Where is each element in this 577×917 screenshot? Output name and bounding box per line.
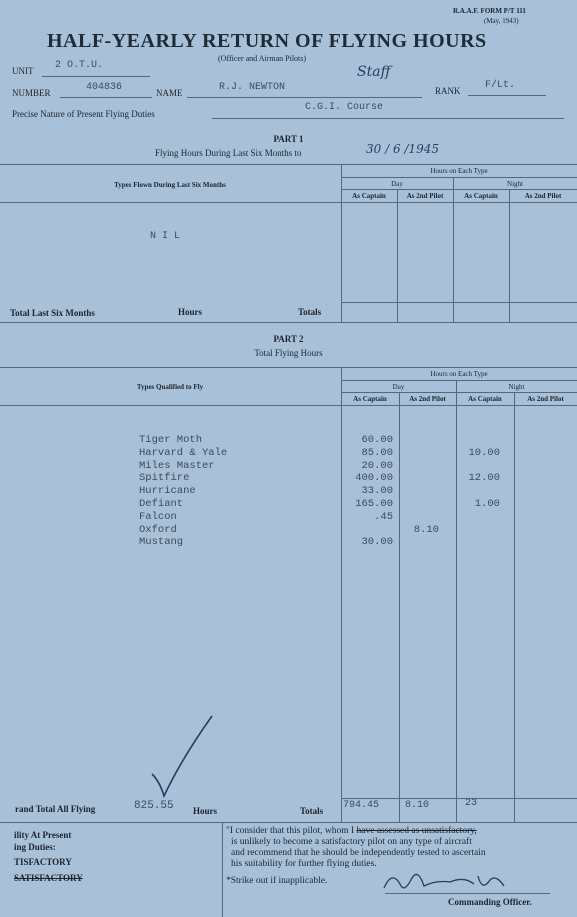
rank-value: F/Lt. bbox=[485, 80, 516, 91]
part1-hours-label: Hours bbox=[178, 307, 203, 317]
part2-as-captain-night: As Captain bbox=[468, 395, 502, 403]
day-captain-hours: .45 bbox=[374, 511, 393, 523]
part2-subheading: Total Flying Hours bbox=[254, 348, 323, 358]
aircraft-type: Hurricane bbox=[139, 485, 196, 497]
number-label: NUMBER bbox=[12, 88, 51, 98]
unit-value: 2 O.T.U. bbox=[55, 60, 104, 71]
day-captain-hours: 165.00 bbox=[355, 498, 393, 510]
statement-line2: is unlikely to become a satisfactory pilot on any type of aircraft bbox=[231, 837, 472, 847]
night-captain-hours: 10.00 bbox=[468, 447, 500, 459]
part1-day: Day bbox=[391, 180, 403, 188]
name-value: R.J. NEWTON bbox=[219, 82, 286, 93]
statement-line1: "I consider that this pilot, whom I have assessed as unsatisfactory, bbox=[226, 826, 477, 836]
part1-as-captain-night: As Captain bbox=[464, 192, 498, 200]
unsatisfactory-option: TISFACTORY bbox=[14, 857, 72, 867]
total-day-2nd: 8.10 bbox=[405, 800, 430, 811]
grand-total-value: 825.55 bbox=[134, 800, 174, 812]
name-annotation: Staff bbox=[357, 64, 391, 80]
page-subtitle: (Officer and Airman Pilots) bbox=[218, 54, 307, 63]
commanding-officer-label: Commanding Officer. bbox=[448, 897, 532, 907]
part2-col-types: Types Qualified to Fly bbox=[136, 383, 204, 391]
day-captain-hours: 400.00 bbox=[355, 472, 393, 484]
part1-as-2nd-night: As 2nd Pilot bbox=[524, 192, 562, 200]
grand-total-label: rand Total All Flying bbox=[15, 804, 96, 814]
satisfactory-option: SATISFACTORY bbox=[14, 873, 83, 883]
grand-total-hours-label: Hours bbox=[193, 806, 218, 816]
part2-as-captain-day: As Captain bbox=[353, 395, 387, 403]
day-captain-hours: 20.00 bbox=[361, 460, 393, 472]
duties-value: C.G.I. Course bbox=[305, 102, 384, 113]
form-date: (May, 1943) bbox=[484, 17, 519, 25]
part1-total-label: Total Last Six Months bbox=[10, 308, 95, 318]
part2-night: Night bbox=[508, 383, 525, 391]
part1-hours-each-type: Hours on Each Type bbox=[430, 167, 488, 175]
part1-totals-label: Totals bbox=[298, 307, 322, 317]
part1-as-captain-day: As Captain bbox=[352, 192, 386, 200]
day-captain-hours: 60.00 bbox=[361, 434, 393, 446]
part1-date: 30 / 6 /1945 bbox=[366, 142, 439, 156]
part2-day: Day bbox=[392, 383, 405, 391]
part1-night: Night bbox=[507, 180, 523, 188]
page-title: HALF-YEARLY RETURN OF FLYING HOURS bbox=[47, 30, 487, 52]
part1-heading: PART 1 bbox=[273, 134, 304, 144]
part1-as-2nd-day: As 2nd Pilot bbox=[406, 192, 444, 200]
ability-line1: ility At Present bbox=[14, 830, 72, 840]
grand-total-totals-label: Totals bbox=[300, 806, 324, 816]
rank-label: RANK bbox=[435, 86, 461, 96]
name-label: NAME bbox=[156, 88, 183, 98]
day-captain-hours: 33.00 bbox=[361, 485, 393, 497]
day-2nd-hours: 8.10 bbox=[413, 524, 439, 536]
part2-heading: PART 2 bbox=[273, 334, 304, 344]
part2-hours-each-type: Hours on Each Type bbox=[430, 370, 488, 378]
statement-line4: his suitability for further flying duties. bbox=[231, 859, 377, 869]
night-captain-hours: 12.00 bbox=[468, 472, 500, 484]
ability-line2: ing Duties: bbox=[14, 842, 56, 852]
unit-label: UNIT bbox=[12, 66, 34, 76]
day-captain-hours: 85.00 bbox=[361, 447, 393, 459]
part2-as-2nd-night: As 2nd Pilot bbox=[527, 395, 564, 403]
form-code: R.A.A.F. FORM P/T 111 bbox=[453, 7, 526, 15]
check-mark-icon bbox=[148, 712, 218, 802]
aircraft-type: Defiant bbox=[139, 498, 184, 510]
aircraft-type: Falcon bbox=[139, 511, 177, 523]
statement-line3: and recommend that he should be independently tested to ascertain bbox=[231, 848, 486, 858]
aircraft-type: Tiger Moth bbox=[139, 434, 203, 446]
aircraft-type: Miles Master bbox=[139, 460, 215, 472]
aircraft-type: Spitfire bbox=[139, 472, 190, 484]
number-value: 404836 bbox=[86, 82, 123, 93]
total-day-captain: 794.45 bbox=[343, 800, 380, 811]
total-night-captain: 23 bbox=[465, 798, 478, 809]
part1-col-types: Types Flown During Last Six Months bbox=[114, 181, 226, 189]
part1-subheading: Flying Hours During Last Six Months to bbox=[155, 148, 302, 158]
strike-note: *Strike out if inapplicable. bbox=[226, 876, 328, 886]
aircraft-type: Harvard & Yale bbox=[139, 447, 228, 459]
part1-nil: N I L bbox=[150, 231, 181, 242]
day-captain-hours: 30.00 bbox=[361, 536, 393, 548]
night-captain-hours: 1.00 bbox=[474, 498, 500, 510]
aircraft-type: Oxford bbox=[139, 524, 177, 536]
aircraft-type: Mustang bbox=[139, 536, 184, 548]
part2-as-2nd-day: As 2nd Pilot bbox=[409, 395, 446, 403]
duties-label: Precise Nature of Present Flying Duties bbox=[12, 109, 155, 119]
